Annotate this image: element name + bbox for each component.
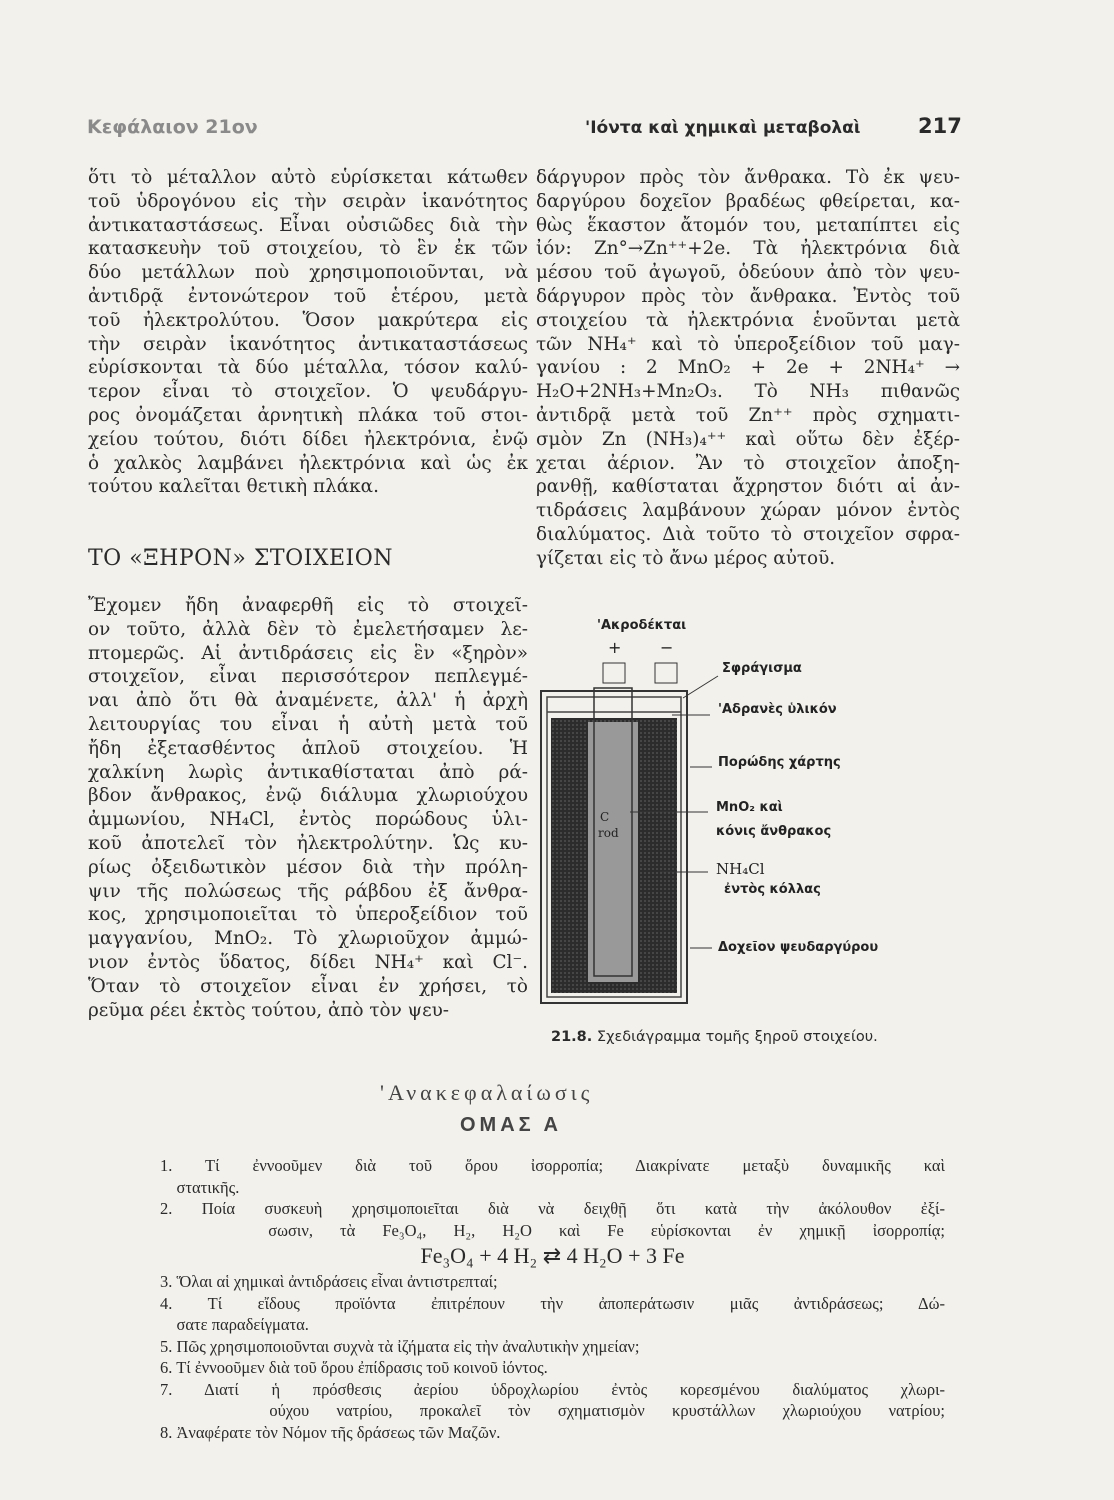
text-line: χεται ἀέριον. Ἂν τὸ στοιχεῖον ἀποξη- bbox=[536, 452, 960, 474]
text-line: H₂O+2NH₃+Mn₂O₃. Τὸ NH₃ πιθανῶς bbox=[536, 381, 960, 403]
review-question-line: σατε παραδείγματα. bbox=[160, 1315, 309, 1334]
text-line: τερον εἶναι τὸ στοιχεῖον. Ὁ ψευδάργυ- bbox=[88, 381, 528, 403]
figure-caption bbox=[551, 1029, 878, 1045]
review-question-line: 6. Τί ἐννοοῦμεν διὰ τοῦ ὅρου ἐπίδρασις τοῦ κοινοῦ ἰόντος. bbox=[160, 1358, 548, 1377]
text-line: δάργυρον πρὸς τὸν ἄνθρακα. Τὸ ἐκ ψευ- bbox=[536, 167, 960, 188]
text-line: ἀμμωνίου, NH₄Cl, ἐντὸς πορώδους ὑλι- bbox=[88, 809, 528, 831]
text-line: κος, χρησιμοποιεῖται τὸ ὑπεροξείδιον τοῦ bbox=[88, 904, 528, 926]
text-line: γανίου : 2 MnO₂ + 2e + 2NH₄⁺ → bbox=[536, 357, 960, 379]
text-line: κοῦ ἀποτελεῖ τὸν ἠλεκτρολύτην. Ὡς κυ- bbox=[88, 832, 528, 854]
text-line: μέσου τοῦ ἀγωγοῦ, ὁδεύουν ἀπὸ τὸν ψευ- bbox=[536, 262, 960, 284]
review-question-line: 7. Διατί ἡ πρόσθεσις ἀερίου ὑδροχλωρίου ἐντὸς κορεσμένου διαλύματος χλωρι- bbox=[160, 1379, 945, 1399]
review-question-line: 4. Τί εἴδους προϊόντα ἐπιτρέπουν τὴν ἀποπεράτωσιν μιᾶς ἀντιδράσεως; Δώ- bbox=[160, 1293, 945, 1313]
text-line: ἀντιδρᾷ μετὰ τοῦ Zn⁺⁺ πρὸς σχηματι- bbox=[536, 404, 960, 426]
review-question-line: 5. Πῶς χρησιμοποιοῦνται συχνὰ τὰ ἰζήματα εἰς τὴν ἀναλυτικὴν χημείαν; bbox=[160, 1336, 640, 1356]
text-line: διαλύματος. Διὰ τοῦτο τὸ στοιχεῖον σφρα- bbox=[536, 523, 960, 545]
label-terminals: 'Ακροδέκται bbox=[597, 618, 687, 633]
text-line: τοῦ ἠλεκτρολύτου. Ὅσον μακρύτερα εἰς bbox=[88, 309, 528, 331]
text-line: γίζεται εἰς τὸ ἄνω μέρος αὐτοῦ. bbox=[536, 547, 836, 569]
text-line: ον τοῦτο, ἀλλὰ δὲν τὸ ἐμελετήσαμεν λε- bbox=[88, 618, 528, 640]
text-line: ἀντικαταστάσεως. Εἶναι οὐσιῶδες διὰ τὴν bbox=[88, 214, 528, 236]
figure-number: 21.8. bbox=[551, 1029, 593, 1045]
label-nh4cl: NH₄Cl bbox=[716, 860, 765, 878]
text-line: Ὅταν τὸ στοιχεῖον εἶναι ἐν χρήσει, τὸ bbox=[88, 975, 528, 997]
text-line: χείου τούτου, διότι δίδει ἠλεκτρόνια, ἐνῷ bbox=[88, 428, 528, 450]
review-group: ΟΜΑΣ Α bbox=[460, 1114, 562, 1136]
text-line: τιδράσεις λαμβάνουν χώραν μόνον ἐντὸς bbox=[536, 500, 960, 522]
figure-caption-text: Σχεδιάγραμμα τομῆς ξηροῦ στοιχείου. bbox=[596, 1029, 878, 1045]
text-line: στοιχεῖον, εἶναι περισσότερον πεπλεγμέ- bbox=[88, 666, 528, 688]
text-line: βδον ἄνθρακος, ἐνῷ διάλυμα χλωριούχου bbox=[88, 785, 528, 807]
review-question-line: 2. Ποία συσκευὴ χρησιμοποιεῖται διὰ νὰ δειχθῇ ὅτι κατὰ τὴν ἀκόλουθον ἐξί- bbox=[160, 1199, 945, 1218]
review-question-line: σωσιν, τὰ Fe₃O₄, H₂, H₂O καὶ Fe εὑρίσκονται ἐν χημικῇ ἰσορροπίᾳ; bbox=[160, 1220, 945, 1240]
review-question-line: 1. Τί ἐννοοῦμεν διὰ τοῦ ὅρου ἰσορροπία; Διακρίνατε μεταξὺ δυναμικῆς καὶ bbox=[160, 1156, 945, 1175]
review-question-line: ούχου νατρίου, προκαλεῖ τὸν σχηματισμὸν κρυστάλλων χλωριούχου νατρίου; bbox=[160, 1401, 945, 1420]
text-line: χαλκίνη λωρὶς ἀντικαθίσταται ἀπὸ ρά- bbox=[88, 761, 528, 783]
label-seal: Σφράγισμα bbox=[722, 661, 802, 676]
text-line: εὑρίσκονται τὰ δύο μέταλλα, τόσον καλύ- bbox=[88, 357, 528, 379]
text-line: ρίως ὀξειδωτικὸν μέσον διὰ τὴν πρόλη- bbox=[88, 856, 528, 878]
review-question-line: 8. Ἀναφέρατε τὸν Νόμον τῆς δράσεως τῶν Μαζῶν. bbox=[160, 1422, 501, 1442]
review-title: 'Ανακεφαλαίωσις bbox=[380, 1080, 594, 1105]
text-line: ὁ χαλκὸς λαμβάνει ἠλεκτρόνια καὶ ὡς ἐκ bbox=[88, 452, 528, 474]
section-heading: ΤΟ «ΞΗΡΟΝ» ΣΤΟΙΧΕΙΟΝ bbox=[88, 546, 394, 571]
label-rod-c: C bbox=[600, 810, 610, 824]
equilibrium-equation: Fe₃O₄ + 4 H₂ ⇄ 4 H₂O + 3 Fe bbox=[420, 1243, 685, 1268]
text-line: δάργυρον πρὸς τὸν ἄνθρακα. Ἐντὸς τοῦ bbox=[536, 285, 960, 307]
label-minus: − bbox=[660, 638, 674, 657]
page-number: 217 bbox=[918, 114, 962, 138]
text-line: ρος ὀνομάζεται ἀρνητικὴ πλάκα τοῦ στοι- bbox=[88, 404, 528, 426]
text-line: ὅτι τὸ μέταλλον αὐτὸ εὑρίσκεται κάτωθεν bbox=[88, 167, 528, 188]
text-line: ναι ἀπὸ ὅτι θὰ ἀναμένετε, ἀλλ' ἡ ἀρχὴ bbox=[88, 690, 528, 712]
text-line: σμὸν Zn (NH₃)₄⁺⁺ καὶ οὕτω δὲν ἐξέρ- bbox=[536, 428, 960, 450]
text-line: τὴν σειρὰν ἱκανότητος ἀντικαταστάσεως bbox=[88, 333, 528, 355]
label-container: Δοχεῖον ψευδαργύρου bbox=[718, 940, 879, 955]
label-carbon-powder: κόνις ἄνθρακος bbox=[716, 824, 832, 839]
text-line: ψιν τῆς πολώσεως τῆς ράβδου ἐξ ἄνθρα- bbox=[88, 880, 528, 902]
text-line: πτομερῶς. Αἱ ἀντιδράσεις εἰς ἓν «ξηρὸν» bbox=[88, 642, 528, 664]
label-plus: + bbox=[608, 638, 622, 657]
text-line: ρεῦμα ρέει ἐκτὸς τούτου, ἀπὸ τὸν ψευ- bbox=[88, 999, 449, 1021]
text-line: δαργύρου δοχεῖον βραδέως φθείρεται, κα- bbox=[536, 190, 960, 212]
text-line: ἰόν: Zn°→Zn⁺⁺+2e. Τὰ ἠλεκτρόνια διὰ bbox=[536, 238, 960, 260]
text-line: ἀντιδρᾷ ἐντονώτερον τοῦ ἑτέρου, μετὰ bbox=[88, 285, 528, 307]
text-line: τούτου καλεῖται θετικὴ πλάκα. bbox=[88, 476, 379, 498]
label-paste: ἐντὸς κόλλας bbox=[724, 882, 821, 897]
text-line: Ἔχομεν ἤδη ἀναφερθῆ εἰς τὸ στοιχεῖ- bbox=[88, 595, 528, 616]
text-line: θὼς ἕκαστον ἄτομόν του, μεταπίπτει εἰς bbox=[536, 214, 960, 236]
text-line: νιον ἐντὸς ὕδατος, δίδει NH₄⁺ καὶ Cl⁻. bbox=[88, 951, 528, 973]
text-line: ρανθῇ, καθίσταται ἄχρηστον διότι αἱ ἀν- bbox=[536, 476, 960, 498]
text-line: τοῦ ὑδρογόνου εἰς τὴν σειρὰν ἱκανότητος bbox=[88, 190, 528, 212]
review-questions bbox=[160, 1155, 945, 1443]
label-mno2: MnO₂ καὶ bbox=[716, 800, 783, 815]
text-line: δύο μετάλλων ποὺ χρησιμοποιοῦνται, νὰ bbox=[88, 262, 528, 284]
review-question-line: στατικῆς. bbox=[160, 1177, 240, 1197]
text-line: κατασκευὴν τοῦ στοιχείου, τὸ ἓν ἐκ τῶν bbox=[88, 238, 528, 260]
text-line: τῶν NH₄⁺ καὶ τὸ ὑπεροξείδιον τοῦ μαγ- bbox=[536, 333, 960, 355]
text-line: λειτουργίας του εἶναι ἡ αὐτὴ μετὰ τοῦ bbox=[88, 713, 528, 735]
running-title: 'Ιόντα καὶ χημικαὶ μεταβολαὶ bbox=[585, 118, 861, 138]
label-inert: 'Αδρανὲς ὑλικόν bbox=[718, 702, 837, 717]
label-paper: Πορώδης χάρτης bbox=[718, 755, 841, 770]
review-question-line: 3. Ὅλαι αἱ χημικαὶ ἀντιδράσεις εἶναι ἀντιστρεπταί; bbox=[160, 1272, 498, 1291]
label-rod: rod bbox=[598, 826, 619, 840]
text-line: στοιχείου τὰ ἠλεκτρόνια ἑνοῦνται μετὰ bbox=[536, 309, 960, 331]
text-line: ἤδη ἐξετασθέντος ἁπλοῦ στοιχείου. Ἡ bbox=[88, 737, 528, 759]
text-line: μαγγανίου, MnO₂. Τὸ χλωριοῦχον ἀμμώ- bbox=[88, 928, 528, 950]
chapter-header: Κεφάλαιον 21ον bbox=[87, 116, 258, 138]
